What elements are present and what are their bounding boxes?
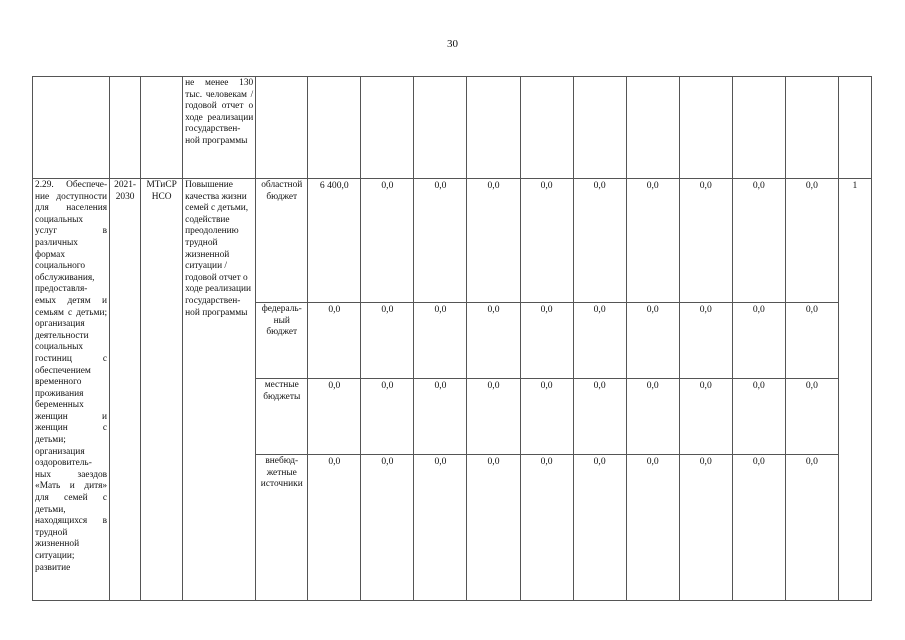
last-column-cell: 1 bbox=[838, 179, 871, 601]
value-cell: 0,0 bbox=[361, 179, 414, 303]
value-cell: 0,0 bbox=[626, 179, 679, 303]
indicator-cell: Повышение качества жизни семей с детьми, содействие преодолению трудной жизненной ситуации / годовой отчет о ходе реализации государствен-ной программы bbox=[183, 179, 256, 601]
empty-cell bbox=[732, 77, 785, 179]
empty-cell bbox=[33, 77, 110, 179]
value-cell: 0,0 bbox=[414, 455, 467, 601]
program-measures-table bbox=[32, 76, 872, 601]
value-cell: 0,0 bbox=[520, 455, 573, 601]
value-cell: 0,0 bbox=[626, 303, 679, 379]
value-cell: 0,0 bbox=[626, 455, 679, 601]
value-cell: 6 400,0 bbox=[308, 179, 361, 303]
empty-cell bbox=[785, 77, 838, 179]
empty-cell bbox=[308, 77, 361, 179]
empty-cell bbox=[256, 77, 308, 179]
indicator-cell: не менее 130 тыс. человекам / годовой отчет о ходе реализации государствен-ной программы bbox=[183, 77, 256, 179]
value-cell: 0,0 bbox=[414, 303, 467, 379]
empty-cell bbox=[573, 77, 626, 179]
value-cell: 0,0 bbox=[308, 379, 361, 455]
value-cell: 0,0 bbox=[732, 303, 785, 379]
value-cell: 0,0 bbox=[361, 455, 414, 601]
value-cell: 0,0 bbox=[361, 379, 414, 455]
value-cell: 0,0 bbox=[467, 379, 520, 455]
value-cell: 0,0 bbox=[785, 179, 838, 303]
value-cell: 0,0 bbox=[573, 303, 626, 379]
funding-source-cell: областной бюджет bbox=[256, 179, 308, 303]
empty-cell bbox=[141, 77, 183, 179]
value-cell: 0,0 bbox=[308, 455, 361, 601]
empty-cell bbox=[626, 77, 679, 179]
value-cell: 0,0 bbox=[414, 379, 467, 455]
value-cell: 0,0 bbox=[520, 179, 573, 303]
value-cell: 0,0 bbox=[732, 379, 785, 455]
empty-cell bbox=[838, 77, 871, 179]
value-cell: 0,0 bbox=[732, 455, 785, 601]
value-cell: 0,0 bbox=[467, 303, 520, 379]
empty-cell bbox=[414, 77, 467, 179]
funding-source-cell: местные бюджеты bbox=[256, 379, 308, 455]
value-cell: 0,0 bbox=[467, 179, 520, 303]
empty-cell bbox=[467, 77, 520, 179]
empty-cell bbox=[520, 77, 573, 179]
value-cell: 0,0 bbox=[785, 303, 838, 379]
value-cell: 0,0 bbox=[626, 379, 679, 455]
value-cell: 0,0 bbox=[520, 379, 573, 455]
empty-cell bbox=[361, 77, 414, 179]
executor-cell: МТиСР НСО bbox=[141, 179, 183, 601]
value-cell: 0,0 bbox=[785, 455, 838, 601]
value-cell: 0,0 bbox=[573, 455, 626, 601]
value-cell: 0,0 bbox=[361, 303, 414, 379]
value-cell: 0,0 bbox=[573, 179, 626, 303]
value-cell: 0,0 bbox=[520, 303, 573, 379]
value-cell: 0,0 bbox=[573, 379, 626, 455]
table-row bbox=[33, 77, 872, 179]
measure-name-cell: 2.29. Обеспече-ние доступности для населения социальных услуг в различных формах социального обслуживания, предоставля-емых детям и семьям с детьми; организация деятельности социальных гостиниц с обеспечением временного проживания беременных женщин и женщин с детьми; организация оздоровитель-ных заездов «Мать и дитя» для семей с детьми, находящихся в трудной жизненной ситуации; развитие bbox=[33, 179, 110, 601]
value-cell: 0,0 bbox=[414, 179, 467, 303]
value-cell: 0,0 bbox=[679, 455, 732, 601]
value-cell: 0,0 bbox=[732, 179, 785, 303]
value-cell: 0,0 bbox=[467, 455, 520, 601]
period-cell: 2021-2030 bbox=[110, 179, 141, 601]
value-cell: 0,0 bbox=[679, 379, 732, 455]
value-cell: 0,0 bbox=[785, 379, 838, 455]
table-row bbox=[33, 179, 872, 303]
value-cell: 0,0 bbox=[308, 303, 361, 379]
value-cell: 0,0 bbox=[679, 179, 732, 303]
funding-source-cell: внебюд-жетные источники bbox=[256, 455, 308, 601]
empty-cell bbox=[110, 77, 141, 179]
value-cell: 0,0 bbox=[679, 303, 732, 379]
empty-cell bbox=[679, 77, 732, 179]
funding-source-cell: федераль-ный бюджет bbox=[256, 303, 308, 379]
page-number: 30 bbox=[447, 38, 458, 50]
